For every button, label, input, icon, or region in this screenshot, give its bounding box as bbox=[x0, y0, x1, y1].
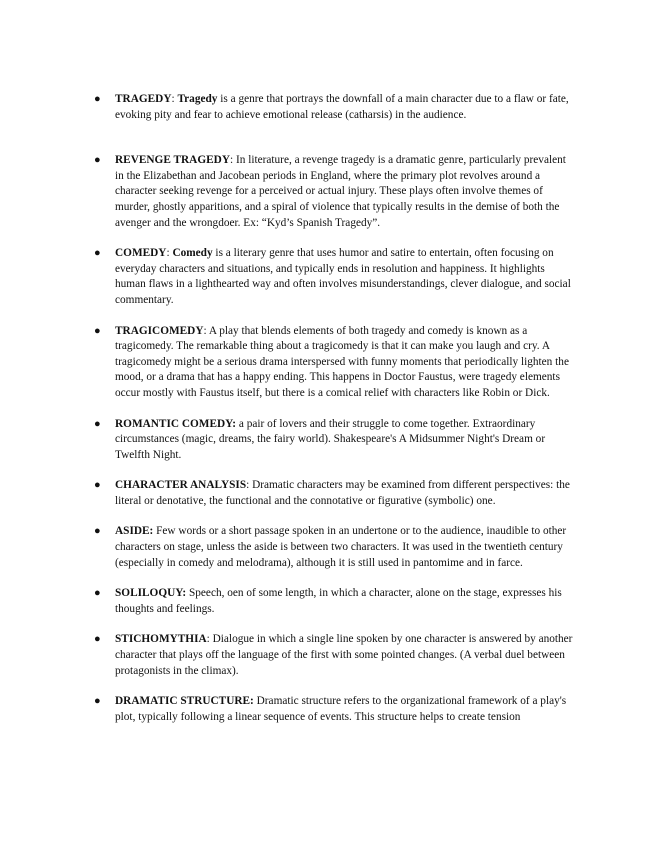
bullet-icon: ● bbox=[94, 587, 101, 600]
bullet-icon: ● bbox=[94, 633, 101, 646]
term-label: TRAGEDY bbox=[115, 93, 172, 105]
bullet-icon: ● bbox=[94, 417, 101, 430]
bullet-icon: ● bbox=[94, 93, 101, 105]
term-label: TRAGICOMEDY bbox=[115, 324, 204, 337]
bullet-icon: ● bbox=[94, 324, 101, 337]
term-label: REVENGE TRAGEDY bbox=[115, 154, 230, 167]
definition-text: Dramatic structure refers to the organizational framework of a play's plot, typically following a linear sequence of events. This structure helps to create tension bbox=[115, 695, 567, 723]
subterm-label: Comedy bbox=[172, 247, 213, 260]
term-label: SOLILOQUY: bbox=[115, 587, 187, 600]
bullet-icon: ● bbox=[94, 479, 101, 492]
list-item-revenge-tragedy bbox=[94, 153, 574, 231]
list-item-comedy bbox=[94, 246, 574, 308]
term-label: ROMANTIC COMEDY: bbox=[115, 417, 237, 430]
subterm-label: Tragedy bbox=[177, 93, 218, 105]
definition-text: a pair of lovers and their struggle to come together. Extraordinary circumstances (magic, dreams, the fairy world). Shakespeare's A Midsummer Night's Dream or Twelfth Night. bbox=[115, 417, 546, 461]
term-label: ASIDE: bbox=[115, 525, 154, 538]
definition-text: Dramatic characters may be examined from different perspectives: the literal or denotative, the functional and the connotative or figurative (symbolic) one. bbox=[115, 479, 570, 507]
bullet-icon: ● bbox=[94, 154, 101, 167]
term-label: STICHOMYTHIA bbox=[115, 633, 207, 646]
term-label: COMEDY bbox=[115, 247, 167, 260]
list-item-tragicomedy bbox=[94, 324, 574, 402]
definition-text: Dialogue in which a single line spoken by one character is answered by another character that plays off the language of the first with some pointed changes. (A verbal duel between protagonists in the climax). bbox=[115, 633, 573, 677]
definition-text: is a genre that portrays the downfall of a main character due to a flaw or fate, evoking pity and fear to achieve emotional release (catharsis) in the audience. bbox=[115, 93, 569, 121]
bullet-icon: ● bbox=[94, 525, 101, 538]
term-label: DRAMATIC STRUCTURE: bbox=[115, 695, 254, 708]
term-separator: : bbox=[206, 633, 213, 646]
list-item-tragedy bbox=[94, 92, 574, 123]
term-separator: : bbox=[166, 247, 173, 260]
definition-text: A play that blends elements of both tragedy and comedy is known as a tragicomedy. The remarkable thing about a tragicomedy is that it can make you laugh and cry. A tragicomedy might be a serious drama interspersed with funny moments that periodically lighten the mood, or a drama that has a happy ending. This happens in Doctor Faustus, were tragedy elements occur mostly with Faustus itself, but there is a comical relief with characters like Robin or Dick. bbox=[115, 324, 569, 399]
list-item-romantic-comedy bbox=[94, 417, 574, 464]
term-separator: : bbox=[203, 324, 209, 337]
list-item-character-analysis bbox=[94, 478, 574, 509]
list-item-aside bbox=[94, 524, 574, 571]
list-item-dramatic-structure bbox=[94, 694, 574, 725]
list-item-stichomythia bbox=[94, 632, 574, 679]
definition-text: In literature, a revenge tragedy is a dramatic genre, particularly prevalent in the Elizabethan and Jacobean periods in England, where the primary plot revolves around a character seeking revenge for a perceived or actual injury. These plays often involve themes of murder, ghostly apparitions, and a spiral of violence that typically results in the demise of both the avenger and the wrongdoer. Ex: “Kyd’s Spanish Tragedy”. bbox=[115, 154, 566, 229]
list-item-soliloquy bbox=[94, 586, 574, 617]
term-separator: : bbox=[171, 93, 178, 105]
term-label: CHARACTER ANALYSIS bbox=[115, 479, 247, 492]
bullet-icon: ● bbox=[94, 695, 101, 708]
definition-text: is a literary genre that uses humor and satire to entertain, often focusing on everyday characters and situations, and typically ends in resolution and happiness. It highlights human flaws in a lighthearted way and often involves misunderstandings, clever dialogue, and social commentary. bbox=[115, 247, 571, 306]
bullet-icon: ● bbox=[94, 247, 101, 260]
definition-text: Few words or a short passage spoken in an undertone or to the audience, inaudible to other characters on stage, unless the aside is between two characters. It was used in the twentieth century (especially in comedy and melodrama), although it is still used in pantomime and in farce. bbox=[115, 525, 567, 569]
definition-text: Speech, oen of some length, in which a character, alone on the stage, expresses his thoughts and feelings. bbox=[115, 587, 562, 615]
glossary-list bbox=[94, 92, 574, 740]
term-separator: : bbox=[229, 154, 236, 167]
term-separator: : bbox=[246, 479, 253, 492]
